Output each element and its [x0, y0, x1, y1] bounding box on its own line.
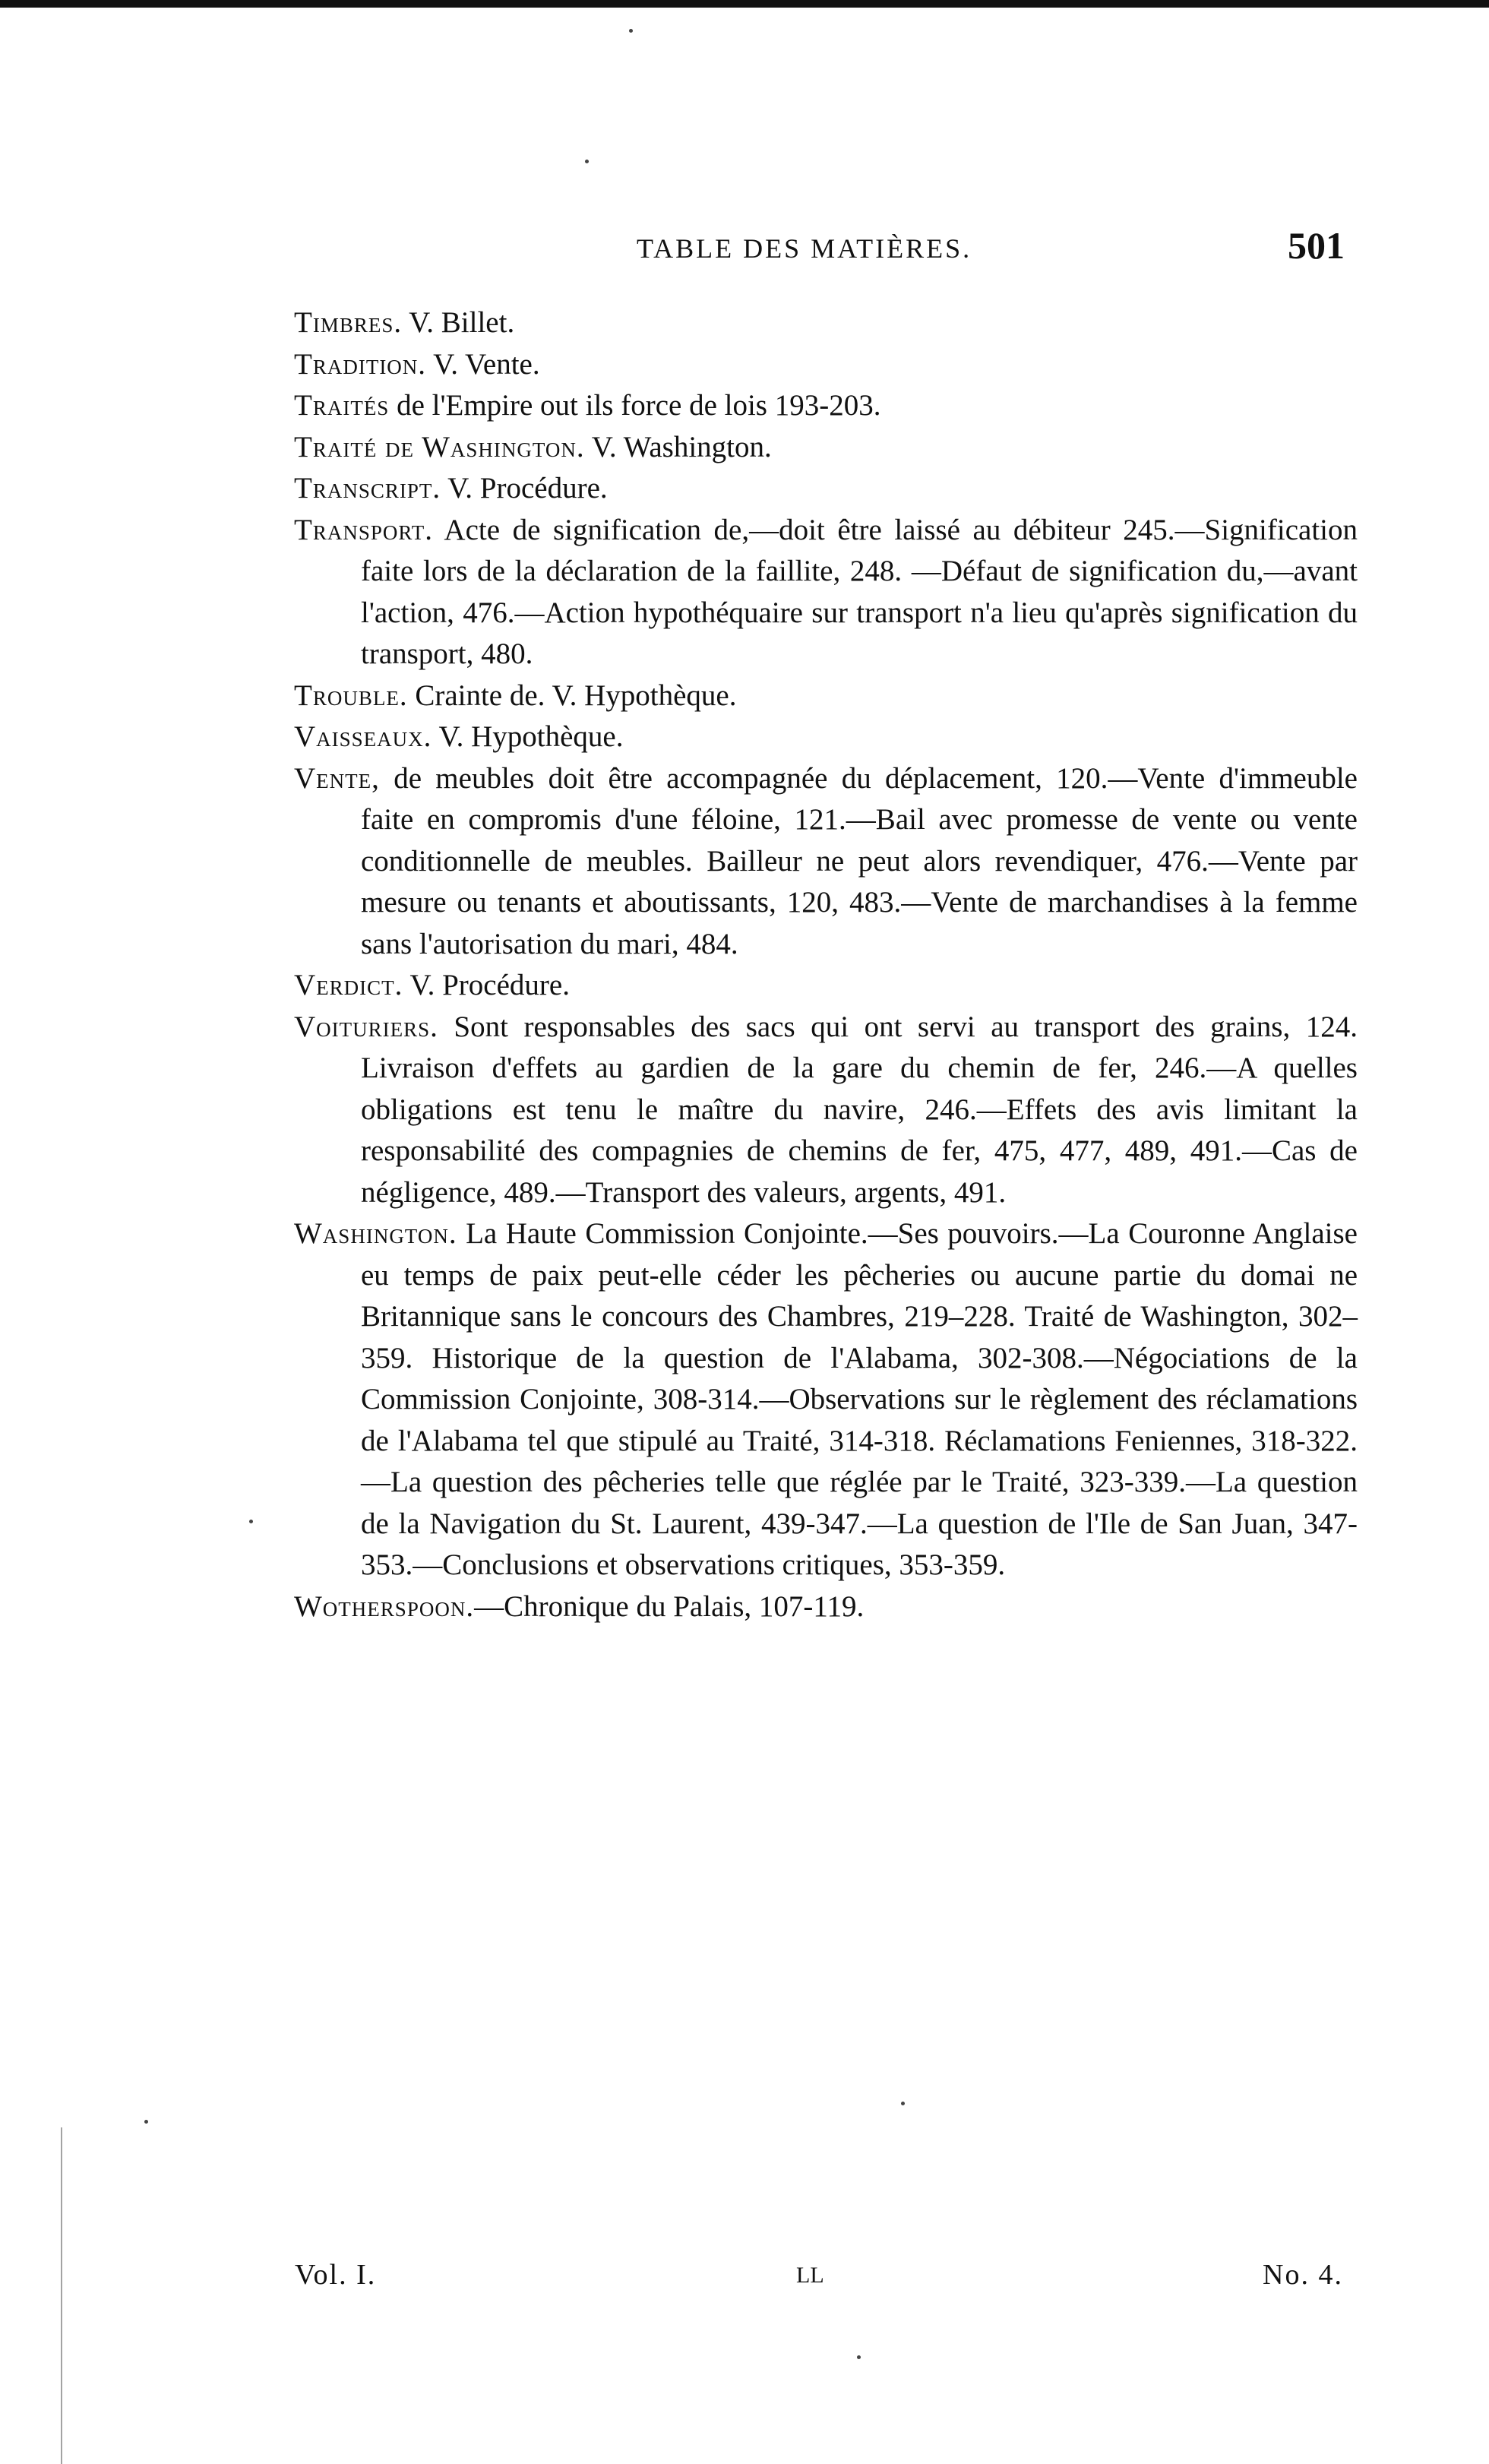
page-number: 501 [1288, 224, 1345, 267]
index-entry [294, 1586, 1358, 1628]
scan-speck [249, 1520, 253, 1523]
entry-headword: Tradition. [294, 347, 427, 381]
entry-text: Acte de signification de,—doit être laissé au débiteur 245.—Signification faite lors de la déclaration de la faillite, 248. —Défaut de signification du,—avant l'action, 476.—Action hypothéquaire sur transport n'a lieu qu'après signification du transport, 480. [361, 513, 1358, 670]
entry-text: V. Procédure. [441, 472, 608, 505]
index-entry [294, 427, 1358, 469]
index-entry [294, 758, 1358, 966]
entry-headword: Vente, [294, 761, 380, 795]
entry-headword: Trouble. [294, 678, 408, 712]
entry-text: V. Hypothèque. [432, 720, 624, 753]
index-entry [294, 344, 1358, 386]
top-edge-rule [0, 0, 1489, 8]
index-entry [294, 385, 1358, 427]
entry-text: La Haute Commission Conjointe.—Ses pouvoirs.—La Couronne Anglaise eu temps de paix peut-elle céder les pêcheries ou aucune partie du domai ne Britannique sans le concours des Chambres, 219–228. Traité de Washington, 302–359. Historique de la question de l'Alabama, 302-308.—Négociations de la Commission Conjointe, 308-314.—Observations sur le règlement des réclamations de l'Alabama tel que stipulé au Traité, 314-318. Réclamations Feniennes, 318-322.—La question des pêcheries telle que réglée par le Traité, 323-339.—La question de la Navigation du St. Laurent, 439-347.—La question de l'Ile de San Juan, 347-353.—Conclusions et observations critiques, 353-359. [361, 1217, 1358, 1581]
index-entries [294, 302, 1358, 1627]
entry-headword: Wotherspoon. [294, 1589, 475, 1623]
entry-text: Crainte de. V. Hypothèque. [407, 678, 737, 712]
entry-headword: Verdict. [294, 969, 403, 1001]
scan-speck [857, 2355, 861, 2359]
running-header [296, 223, 1360, 277]
scan-speck [901, 2102, 905, 2105]
entry-headword: Washington. [294, 1217, 457, 1250]
entry-text: V. Procédure. [403, 969, 570, 1001]
entry-headword: Transport. [294, 513, 433, 546]
index-entry [294, 302, 1358, 344]
entry-headword: Voituriers. [294, 1010, 438, 1043]
index-entry [294, 510, 1358, 675]
page-edge-line [61, 2127, 62, 2464]
scan-speck [585, 160, 589, 163]
index-entry [294, 675, 1358, 717]
signature-mark: LL [796, 2263, 824, 2288]
index-entry [294, 1213, 1358, 1586]
page-footer [295, 2258, 1358, 2304]
index-entry [294, 468, 1358, 510]
entry-headword: Vaisseaux. [294, 720, 432, 753]
entry-text: V. Vente. [426, 347, 540, 381]
entry-headword: Transcript. [294, 472, 441, 505]
entry-text: de l'Empire out ils force de lois 193-203. [389, 389, 881, 422]
scan-speck [629, 29, 633, 33]
entry-text: de meubles doit être accompagnée du déplacement, 120.—Vente d'immeuble faite en compromis d'une féloine, 121.—Bail avec promesse de vente ou vente conditionnelle de meubles. Bailleur ne peut alors revendiquer, 476.—Vente par mesure ou tenants et aboutissants, 120, 483.—Vente de marchandises à la femme sans l'autorisation du mari, 484. [361, 761, 1358, 960]
entry-headword: Traité de Washington. [294, 430, 585, 463]
entry-headword: Traités [294, 389, 390, 422]
entry-headword: Timbres. [294, 306, 403, 339]
entry-text: V. Billet. [402, 306, 515, 339]
entry-text: Sont responsables des sacs qui ont servi au transport des grains, 124. Livraison d'effets au gardien de la gare du chemin de fer, 246.—A quelles obligations est tenu le maître du navire, 246.—Effets des avis limitant la responsabilité des compagnies de chemins de fer, 475, 477, 489, 491.—Cas de négligence, 489.—Transport des valeurs, argents, 491. [361, 1010, 1358, 1209]
index-entry [294, 965, 1358, 1007]
issue-number: No. 4. [1263, 2259, 1343, 2291]
index-entry [294, 716, 1358, 758]
index-entry [294, 1007, 1358, 1214]
entry-text: V. Washington. [584, 430, 772, 463]
entry-text: —Chronique du Palais, 107-119. [474, 1589, 865, 1623]
header-title: TABLE DES MATIÈRES. [637, 233, 972, 264]
scan-speck [144, 2120, 148, 2124]
volume-label: Vol. I. [295, 2259, 377, 2291]
